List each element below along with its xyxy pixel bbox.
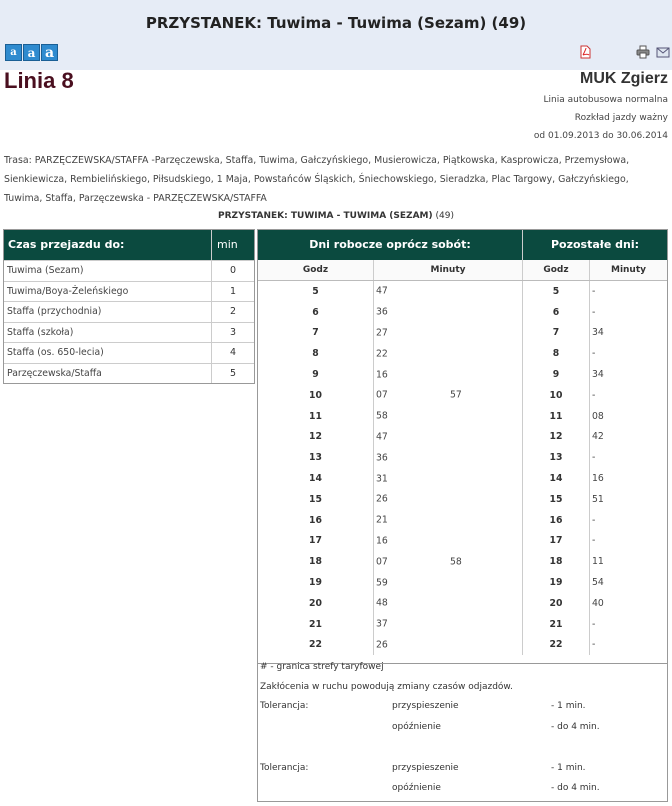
other-hour: 7 bbox=[523, 323, 590, 344]
timetable-subheader bbox=[258, 260, 667, 281]
weekday-minutes bbox=[374, 364, 523, 385]
weekday-minute[interactable]: 47 bbox=[376, 285, 388, 297]
company-name: MUK Zgierz bbox=[580, 70, 668, 87]
timetable-row bbox=[258, 468, 667, 489]
other-minutes[interactable]: - bbox=[592, 306, 596, 318]
travel-row bbox=[4, 322, 254, 343]
weekday-hour: 18 bbox=[258, 551, 374, 572]
other-minutes[interactable]: - bbox=[592, 452, 596, 464]
other-minutes[interactable]: 40 bbox=[592, 597, 604, 609]
weekday-minutes bbox=[374, 572, 523, 593]
weekday-minute[interactable]: 36 bbox=[376, 306, 388, 318]
other-minutes[interactable]: 11 bbox=[592, 556, 604, 568]
other-minutes[interactable]: - bbox=[592, 618, 596, 630]
page-header bbox=[0, 0, 672, 70]
weekday-hour: 8 bbox=[258, 343, 374, 364]
weekday-minutes bbox=[374, 510, 523, 531]
weekday-minutes bbox=[374, 447, 523, 468]
weekday-minutes bbox=[374, 635, 523, 656]
travel-row bbox=[4, 301, 254, 322]
other-hour: 13 bbox=[523, 447, 590, 468]
other-minutes[interactable]: - bbox=[592, 389, 596, 401]
travel-minutes: 4 bbox=[229, 347, 237, 359]
weekday-minute[interactable]: 47 bbox=[376, 431, 388, 443]
travel-row bbox=[4, 281, 254, 302]
weekday-minutes bbox=[374, 427, 523, 448]
timetable-row bbox=[258, 406, 667, 427]
weekday-minute[interactable]: 26 bbox=[376, 639, 388, 651]
other-hour: 22 bbox=[523, 635, 590, 656]
timetable-row bbox=[258, 323, 667, 344]
weekday-minute[interactable]: 22 bbox=[376, 348, 388, 360]
weekdays-header: Dni robocze oprócz sobót: bbox=[258, 230, 523, 260]
timetable-row bbox=[258, 489, 667, 510]
weekday-hour: 14 bbox=[258, 468, 374, 489]
travel-stop-name[interactable]: Staffa (os. 650-lecia) bbox=[4, 343, 212, 363]
weekday-minutes bbox=[374, 614, 523, 635]
other-minutes[interactable]: 54 bbox=[592, 577, 604, 589]
stop-caption-number: (49) bbox=[435, 211, 454, 221]
timetable-row bbox=[258, 572, 667, 593]
weekdays-hour-header: Godz bbox=[258, 260, 374, 280]
weekday-minutes bbox=[374, 468, 523, 489]
weekday-minute[interactable]: 27 bbox=[376, 327, 388, 339]
weekday-hour: 7 bbox=[258, 323, 374, 344]
other-minutes[interactable]: 51 bbox=[592, 493, 604, 505]
timetable-body bbox=[258, 281, 667, 655]
other-hour: 18 bbox=[523, 551, 590, 572]
other-hour: 16 bbox=[523, 510, 590, 531]
timetable-row bbox=[258, 635, 667, 656]
weekday-minute[interactable]: 36 bbox=[376, 452, 388, 464]
tolerance-late-value: - do 4 min. bbox=[551, 722, 600, 732]
weekday-minute[interactable]: 07 bbox=[376, 556, 388, 568]
weekday-hour: 16 bbox=[258, 510, 374, 531]
weekday-minute[interactable]: 58 bbox=[376, 410, 388, 422]
mail-icon[interactable] bbox=[656, 45, 670, 59]
other-hour: 14 bbox=[523, 468, 590, 489]
travel-header-stop: Czas przejazdu do: bbox=[4, 230, 212, 260]
zone-note: # - granica strefy taryfowej bbox=[260, 662, 384, 672]
other-minutes[interactable]: - bbox=[592, 514, 596, 526]
other-minutes[interactable]: 42 bbox=[592, 431, 604, 443]
tolerance-early: przyspieszenie bbox=[392, 763, 459, 773]
travel-time-table bbox=[3, 229, 255, 384]
other-hour: 10 bbox=[523, 385, 590, 406]
weekday-minute[interactable]: 07 bbox=[376, 389, 388, 401]
travel-row bbox=[4, 363, 254, 384]
weekday-hour: 19 bbox=[258, 572, 374, 593]
weekday-minute[interactable]: 58 bbox=[450, 556, 462, 568]
travel-header-min: min bbox=[217, 238, 238, 251]
timetable-row bbox=[258, 281, 667, 302]
font-size-controls bbox=[5, 44, 58, 61]
timetable-notes bbox=[257, 659, 668, 802]
other-minutes[interactable]: - bbox=[592, 639, 596, 651]
travel-minutes: 5 bbox=[229, 367, 237, 379]
tolerance-early-value: - 1 min. bbox=[551, 763, 586, 773]
other-hour: 19 bbox=[523, 572, 590, 593]
travel-stop-name[interactable]: Staffa (szkoła) bbox=[4, 323, 212, 343]
other-minutes[interactable]: - bbox=[592, 535, 596, 547]
weekday-minute[interactable]: 31 bbox=[376, 473, 388, 485]
other-hour: 15 bbox=[523, 489, 590, 510]
timetable-row bbox=[258, 531, 667, 552]
travel-minutes: 2 bbox=[229, 306, 237, 318]
weekday-minute[interactable]: 21 bbox=[376, 514, 388, 526]
tolerance-late: opóźnienie bbox=[392, 783, 441, 793]
timetable-header bbox=[258, 230, 667, 260]
other-minutes[interactable]: 34 bbox=[592, 327, 604, 339]
weekday-minutes bbox=[374, 489, 523, 510]
travel-row bbox=[4, 342, 254, 363]
travel-minutes: 0 bbox=[229, 265, 237, 277]
page-title: PRZYSTANEK: Tuwima - Tuwima (Sezam) (49) bbox=[145, 14, 527, 32]
other-hour: 11 bbox=[523, 406, 590, 427]
weekday-minutes bbox=[374, 593, 523, 614]
other-hour: 9 bbox=[523, 364, 590, 385]
tolerance-label: Tolerancja: bbox=[260, 701, 309, 711]
weekday-hour: 13 bbox=[258, 447, 374, 468]
weekday-minute[interactable]: 16 bbox=[376, 535, 388, 547]
timetable-row bbox=[258, 593, 667, 614]
weekday-minutes bbox=[374, 531, 523, 552]
line-type: Linia autobusowa normalna bbox=[543, 95, 668, 105]
stop-caption bbox=[0, 211, 672, 221]
weekday-minutes bbox=[374, 551, 523, 572]
tolerance-early: przyspieszenie bbox=[392, 701, 459, 711]
other-hour: 21 bbox=[523, 614, 590, 635]
other-minutes[interactable]: - bbox=[592, 285, 596, 297]
print-icon[interactable] bbox=[636, 45, 650, 59]
timetable-row bbox=[258, 427, 667, 448]
other-minutes[interactable]: - bbox=[592, 348, 596, 360]
other-minutes-header: Minuty bbox=[610, 265, 647, 275]
weekday-minutes bbox=[374, 343, 523, 364]
weekday-minute[interactable]: 37 bbox=[376, 618, 388, 630]
pdf-icon[interactable] bbox=[578, 45, 592, 59]
weekday-hour: 6 bbox=[258, 302, 374, 323]
timetable-row bbox=[258, 343, 667, 364]
weekday-hour: 17 bbox=[258, 531, 374, 552]
line-name: Linia 8 bbox=[4, 68, 74, 93]
timetable-row bbox=[258, 385, 667, 406]
other-hour: 8 bbox=[523, 343, 590, 364]
travel-row bbox=[4, 260, 254, 281]
travel-stop-name[interactable]: Parzęczewska/Staffa bbox=[4, 364, 212, 384]
other-minutes[interactable]: 34 bbox=[592, 369, 604, 381]
weekday-minutes bbox=[374, 281, 523, 302]
travel-minutes: 1 bbox=[229, 285, 237, 297]
weekday-minute[interactable]: 48 bbox=[376, 597, 388, 609]
stop-caption-name: PRZYSTANEK: TUWIMA - TUWIMA (SEZAM) bbox=[218, 211, 433, 221]
weekday-minute[interactable]: 26 bbox=[376, 493, 388, 505]
timetable-row bbox=[258, 302, 667, 323]
timetable-row bbox=[258, 447, 667, 468]
timetable-row bbox=[258, 364, 667, 385]
weekday-hour: 15 bbox=[258, 489, 374, 510]
other-hour: 17 bbox=[523, 531, 590, 552]
weekday-hour: 10 bbox=[258, 385, 374, 406]
weekday-minute[interactable]: 59 bbox=[376, 577, 388, 589]
travel-minutes: 3 bbox=[229, 326, 237, 338]
travel-stop-name[interactable]: Tuwima (Sezam) bbox=[4, 261, 212, 281]
tolerance-early-value: - 1 min. bbox=[551, 701, 586, 711]
other-minutes[interactable]: 16 bbox=[592, 473, 604, 485]
other-days-header: Pozostałe dni: bbox=[550, 238, 640, 251]
timetable-row bbox=[258, 551, 667, 572]
validity-label: Rozkład jazdy ważny bbox=[574, 113, 668, 123]
weekday-minutes bbox=[374, 302, 523, 323]
weekdays-minutes-header: Minuty bbox=[374, 260, 523, 280]
other-minutes[interactable]: 08 bbox=[592, 410, 604, 422]
weekday-minutes bbox=[374, 385, 523, 406]
weekday-hour: 21 bbox=[258, 614, 374, 635]
weekday-minute[interactable]: 16 bbox=[376, 369, 388, 381]
tolerance-late: opóźnienie bbox=[392, 722, 441, 732]
weekday-hour: 5 bbox=[258, 281, 374, 302]
weekday-hour: 20 bbox=[258, 593, 374, 614]
timetable bbox=[257, 229, 668, 664]
font-small-button[interactable]: a bbox=[5, 44, 22, 61]
disruption-note: Zakłócenia w ruchu powodują zmiany czasów odjazdów. bbox=[260, 682, 513, 692]
other-hour-header: Godz bbox=[523, 260, 590, 280]
weekday-hour: 22 bbox=[258, 635, 374, 656]
timetable-row bbox=[258, 614, 667, 635]
timetable-row bbox=[258, 510, 667, 531]
font-large-button[interactable]: a bbox=[41, 44, 58, 61]
other-hour: 6 bbox=[523, 302, 590, 323]
travel-stop-name[interactable]: Staffa (przychodnia) bbox=[4, 302, 212, 322]
other-hour: 12 bbox=[523, 427, 590, 448]
weekday-hour: 9 bbox=[258, 364, 374, 385]
tolerance-label: Tolerancja: bbox=[260, 763, 309, 773]
travel-time-header bbox=[4, 230, 254, 260]
other-hour: 20 bbox=[523, 593, 590, 614]
weekday-minutes bbox=[374, 406, 523, 427]
other-hour: 5 bbox=[523, 281, 590, 302]
route-description: Trasa: PARZĘCZEWSKA/STAFFA -Parzęczewska, Staffa, Tuwima, Gałczyńskiego, Musierowicza, Piątkowska, Kasprowicza, Przemysłowa, Sienkiewicza, Rembielińskiego, Piłsudskiego, 1 Maja, Powstańców Śląskich, Śniechowskiego, Sieradzka, Plac Targowy, Gałczyńskiego, Tuwima, Staffa, Parzęczewska - PARZĘCZEWSKA/STAFFA bbox=[4, 155, 630, 204]
font-medium-button[interactable]: a bbox=[23, 44, 40, 61]
travel-stop-name[interactable]: Tuwima/Boya-Żeleńskiego bbox=[4, 282, 212, 302]
weekday-hour: 12 bbox=[258, 427, 374, 448]
weekday-hour: 11 bbox=[258, 406, 374, 427]
tolerance-late-value: - do 4 min. bbox=[551, 783, 600, 793]
weekday-minutes bbox=[374, 323, 523, 344]
validity-range: od 01.09.2013 do 30.06.2014 bbox=[533, 131, 668, 141]
weekday-minute[interactable]: 57 bbox=[450, 389, 462, 401]
